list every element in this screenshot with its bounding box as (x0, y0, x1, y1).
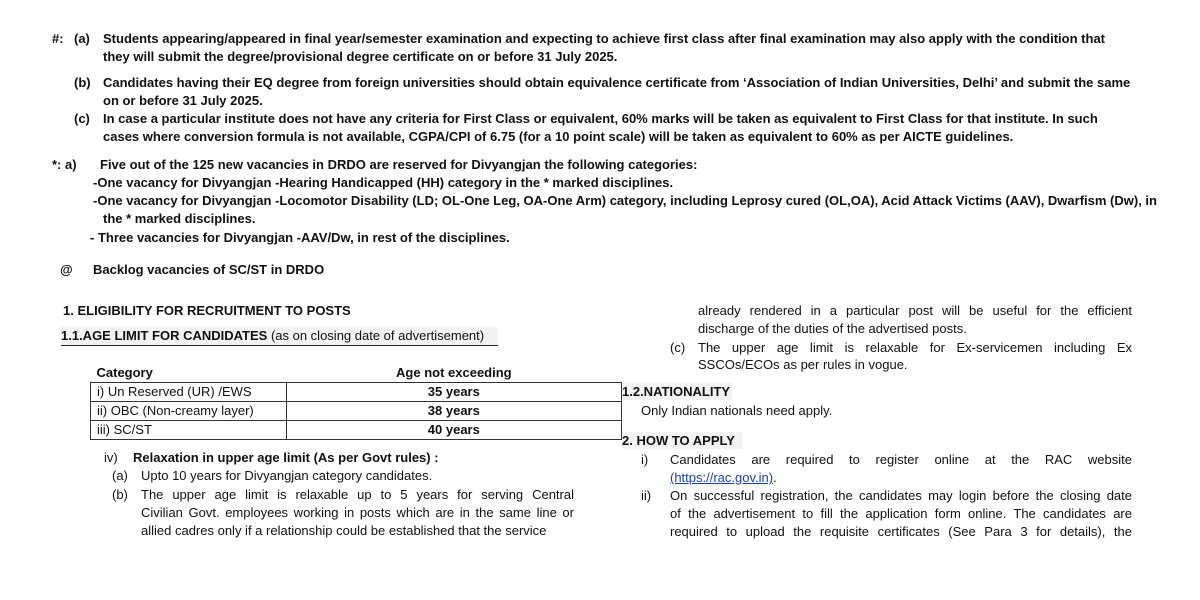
star-marker: *: a) (52, 157, 77, 172)
apply-i-link-line (670, 469, 777, 487)
table-header-row (91, 362, 622, 383)
note-b-line1: Candidates having their EQ degree from foreign universities should obtain equivalence certificate from ‘Association of Indian Universities, Delhi’ and submit the same (103, 75, 1131, 90)
apply-i-link-after: . (773, 470, 777, 485)
how-to-apply-heading: 2. HOW TO APPLY (622, 432, 742, 449)
cont-line2: discharge of the duties of the advertised posts. (698, 321, 967, 336)
hash-marker: #: (52, 31, 64, 46)
section1-heading: 1. ELIGIBILITY FOR RECRUITMENT TO POSTS (63, 303, 351, 318)
table-cell-age: 40 years (286, 421, 621, 440)
age-limit-heading (61, 327, 498, 346)
note-c-label: (c) (74, 111, 90, 126)
table-row (91, 421, 622, 440)
star-line1: Five out of the 125 new vacancies in DRDO are reserved for Divyangjan the following categories: (100, 157, 698, 172)
table-header-age: Age not exceeding (286, 362, 621, 383)
relax-b-line1: The upper age limit is relaxable up to 5 years for serving Central (141, 487, 574, 502)
note-a-line2: they will submit the degree/provisional degree certificate on or before 31 July 2025. (103, 49, 618, 64)
relax-a-text: Upto 10 years for Divyangjan category candidates. (141, 468, 433, 483)
table-row (91, 402, 622, 421)
apply-i-label: i) (641, 452, 649, 467)
note-b-label: (b) (74, 75, 91, 90)
apply-ii-label: ii) (641, 488, 652, 503)
relax-b-line3: allied cadres only if a relationship could be established that the service (141, 523, 547, 538)
age-limit-table (90, 362, 622, 440)
note-a-line1: Students appearing/appeared in final year/semester examination and expecting to achieve first class after final examination may also apply with the condition that (103, 31, 1105, 46)
note-b-line2: on or before 31 July 2025. (103, 93, 263, 108)
star-line5: - Three vacancies for Divyangjan -AAV/Dw, in rest of the disciplines. (90, 230, 510, 245)
table-row (91, 383, 622, 402)
age-c-label: (c) (670, 340, 686, 355)
cont-line1: already rendered in a particular post will be useful for the efficient (698, 303, 1132, 318)
apply-ii-line2: of the advertisement to fill the application form online. The candidates are (670, 506, 1132, 521)
age-limit-heading-rest: (as on closing date of advertisement) (267, 328, 485, 343)
age-c-line1: The upper age limit is relaxable for Ex-servicemen including Ex (698, 340, 1132, 355)
relax-label: iv) (104, 450, 118, 465)
relax-b-label: (b) (112, 487, 128, 502)
relax-a-label: (a) (112, 468, 128, 483)
table-cell-category: ii) OBC (Non-creamy layer) (91, 402, 287, 421)
age-limit-heading-bold: 1.1.AGE LIMIT FOR CANDIDATES (61, 328, 268, 343)
note-c-line1: In case a particular institute does not have any criteria for First Class or equivalent, 60% marks will be taken as equivalent to First Class for that institute. In such (103, 111, 1098, 126)
star-line2: -One vacancy for Divyangjan -Hearing Handicapped (HH) category in the * marked disciplines. (93, 175, 674, 190)
relax-b-line2: Civilian Govt. employees working in posts which are in the same line or (141, 505, 574, 520)
table-cell-category: i) Un Reserved (UR) /EWS (91, 383, 287, 402)
nationality-heading: 1.2.NATIONALITY (622, 384, 731, 399)
table-cell-age: 38 years (286, 402, 621, 421)
note-c-line2: cases where conversion formula is not available, CGPA/CPI of 6.75 (for a 10 point scale) will be taken as equivalent to 60% as per AICTE guidelines. (103, 129, 1014, 144)
note-a-label: (a) (74, 31, 90, 46)
star-line4: the * marked disciplines. (103, 211, 256, 226)
table-header-category: Category (91, 362, 287, 383)
table-cell-age: 35 years (286, 383, 621, 402)
rac-website-link[interactable]: (https://rac.gov.in) (670, 470, 774, 485)
apply-ii-line3: required to upload the requisite certificates (See Para 3 for details), the (670, 524, 1132, 539)
age-c-line2: SSCOs/ECOs as per rules in vogue. (698, 357, 908, 372)
star-line3: -One vacancy for Divyangjan -Locomotor Disability (LD; OL-One Leg, OA-One Arm) category, including Leprosy cured (OL,OA), Acid Attack Victims (AAV), Dwarfism (Dw), in (93, 193, 1157, 208)
at-marker: @ (60, 262, 73, 277)
apply-ii-line1: On successful registration, the candidates may login before the closing date (670, 488, 1132, 503)
nationality-text: Only Indian nationals need apply. (641, 403, 833, 418)
relax-heading: Relaxation in upper age limit (As per Govt rules) : (133, 450, 439, 465)
table-cell-category: iii) SC/ST (91, 421, 287, 440)
at-text: Backlog vacancies of SC/ST in DRDO (93, 262, 325, 277)
apply-i-line1: Candidates are required to register online at the RAC website (670, 452, 1132, 467)
